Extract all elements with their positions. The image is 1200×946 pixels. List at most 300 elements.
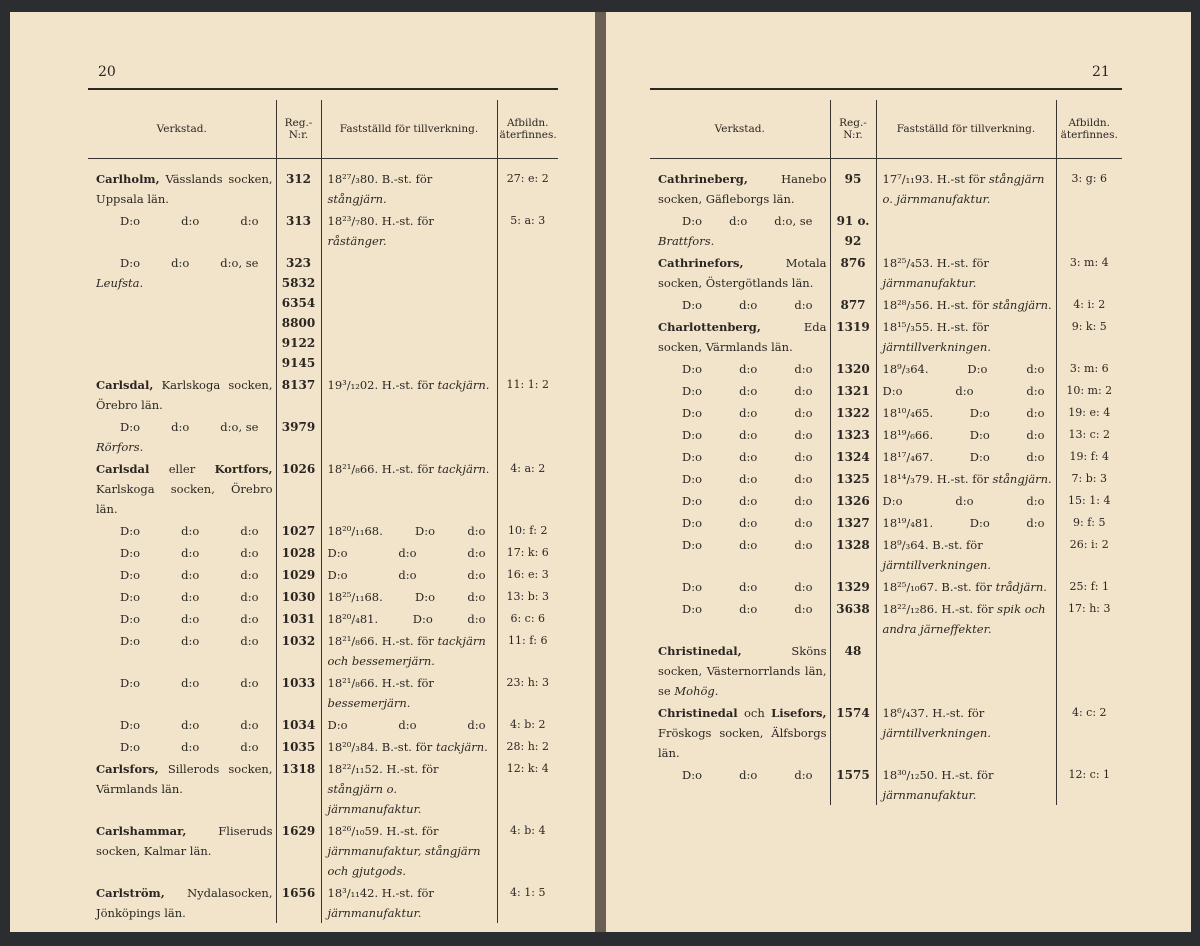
fixed-cell [321, 819, 497, 881]
figure-ref: 27: e: 2 [506, 172, 549, 185]
figure-ref: 11: f: 6 [508, 634, 548, 647]
workshop-name: Cathrineberg, [658, 172, 748, 186]
see-reference: Brattfors. [658, 234, 715, 248]
stamp-type: H.-st. för [381, 214, 434, 228]
ditto-mark: d:o [171, 256, 190, 270]
workshop-cell [88, 757, 276, 819]
ditto-marks [96, 631, 273, 651]
ditto-marks [328, 587, 494, 607]
ditto-mark: d:o [1026, 406, 1045, 420]
reg-number: 1035 [276, 735, 321, 757]
table-row [650, 209, 1122, 251]
ditto-mark: d:o [181, 612, 200, 626]
table-row [88, 819, 558, 881]
fixed-date: 18¹⁴/₃79. [882, 472, 934, 486]
table-row [650, 575, 1122, 597]
ditto-mark: d:o [794, 538, 813, 552]
table-row [650, 445, 1122, 467]
ditto-marks [658, 211, 827, 231]
workshop-cell [88, 541, 276, 563]
table-row [650, 639, 1122, 701]
stamp-type: H.-st. för [932, 706, 985, 720]
ditto-mark: D:o [120, 420, 141, 434]
right-page [606, 12, 1191, 932]
header-rule [650, 88, 1122, 90]
fixed-cell [876, 701, 1056, 763]
ditto-marks [883, 491, 1053, 511]
product: järnmanufaktur. [882, 276, 977, 290]
ditto-mark: d:o [181, 524, 200, 538]
ditto-mark: d:o [240, 740, 259, 754]
fixed-cell [876, 423, 1056, 445]
table-row [650, 167, 1122, 209]
ditto-marks [658, 469, 827, 489]
ditto-marks [96, 715, 273, 735]
ditto-mark: d:o [794, 384, 813, 398]
reg-number: 1033 [276, 671, 321, 713]
table-row [88, 735, 558, 757]
ditto-mark: D:o [682, 472, 703, 486]
fixed-cell [321, 735, 497, 757]
ditto-mark: d:o [794, 768, 813, 782]
page-number: 21 [1092, 64, 1110, 80]
ditto-mark: d:o [739, 428, 758, 442]
ditto-mark: d:o [398, 546, 417, 560]
figure-ref: 3: m: 4 [1069, 256, 1109, 269]
ditto-mark: D:o [120, 546, 141, 560]
see-reference: Mohög. [674, 684, 719, 698]
workshop-cell [88, 563, 276, 585]
ditto-marks [658, 513, 827, 533]
reg-number: 3638 [830, 597, 876, 639]
workshop-cell [88, 735, 276, 757]
reg-number: 1328 [830, 533, 876, 575]
workshop-location: Karlskoga socken, Örebro län. [96, 378, 273, 412]
ditto-mark: d:o [794, 362, 813, 376]
ditto-mark: d:o [739, 384, 758, 398]
ditto-marks [328, 565, 494, 585]
reg-number: 1324 [830, 445, 876, 467]
col-header-fig: Afbildn. äterfinnes. [1056, 100, 1122, 159]
workshop-cell [88, 881, 276, 923]
ditto-mark: D:o [969, 450, 990, 464]
ditto-mark: d:o, se [774, 214, 813, 228]
workshop-conj: eller [168, 462, 196, 476]
ditto-mark: d:o [467, 590, 486, 604]
table-row [88, 757, 558, 819]
fixed-cell [876, 489, 1056, 511]
fixed-cell [321, 519, 497, 541]
table-row [650, 467, 1122, 489]
col-header-fixed: Fastställd för tillverkning. [876, 100, 1056, 159]
ditto-mark: D:o [682, 516, 703, 530]
reg-number: 1318 [276, 757, 321, 819]
workshop-cell [650, 489, 830, 511]
ditto-mark: d:o [240, 546, 259, 560]
table-row [88, 671, 558, 713]
reg-number: 1027 [276, 519, 321, 541]
fixed-date: 19³/₁₂02. [327, 378, 379, 392]
see-reference: Rörfors. [96, 440, 144, 454]
stamp-type: B.-st. för [381, 740, 433, 754]
product: stångjärn o. järnmanufaktur. [327, 782, 422, 816]
ditto-mark: d:o [739, 768, 758, 782]
figure-ref [497, 415, 558, 457]
table-row [650, 533, 1122, 575]
ditto-mark: d:o [181, 568, 200, 582]
figure-ref: 4: 1: 5 [510, 886, 546, 899]
workshop-name: Carlsdal, [96, 378, 154, 392]
reg-number: 1032 [276, 629, 321, 671]
stamp-type: H.-st. för [381, 676, 434, 690]
table-row [88, 607, 558, 629]
fixed-cell [321, 415, 497, 457]
ditto-mark: d:o [739, 538, 758, 552]
ditto-mark: D:o [415, 590, 436, 604]
ditto-marks [658, 765, 827, 785]
ditto-marks [96, 253, 273, 273]
table-row [650, 315, 1122, 357]
ditto-mark: D:o [120, 612, 141, 626]
fixed-date: 18²⁰/₁₁68. [327, 524, 383, 538]
figure-ref: 4: b: 2 [510, 718, 546, 731]
workshop-name: Carlström, [96, 886, 165, 900]
ditto-mark: d:o [181, 590, 200, 604]
reg-number: 1026 [276, 457, 321, 519]
workshop-location: Vässlands socken, Uppsala län. [96, 172, 273, 206]
col-header-reg: Reg.- N:r. [276, 100, 321, 159]
fixed-cell [876, 293, 1056, 315]
figure-ref: 15: 1: 4 [1068, 494, 1111, 507]
table-row [88, 209, 558, 251]
ditto-marks [658, 447, 827, 467]
fixed-cell [876, 763, 1056, 805]
ditto-mark: D:o [682, 602, 703, 616]
product: järntillverkningen. [882, 726, 991, 740]
table-row [88, 457, 558, 519]
ditto-mark: d:o [1026, 384, 1045, 398]
product: bessemerjärn. [327, 696, 411, 710]
table-row [88, 519, 558, 541]
reg-number: 1320 [830, 357, 876, 379]
fixed-cell [321, 881, 497, 923]
workshop-cell [650, 763, 830, 805]
fixed-date: 18²¹/₈66. [327, 676, 379, 690]
ditto-marks [658, 491, 827, 511]
fixed-cell [876, 575, 1056, 597]
table-row [650, 293, 1122, 315]
fixed-cell [321, 457, 497, 519]
ditto-mark: D:o [682, 768, 703, 782]
workshop-cell [88, 167, 276, 209]
reg-number: 48 [830, 639, 876, 701]
figure-ref: 5: a: 3 [510, 214, 546, 227]
stamp-type: B.-st. för [941, 580, 992, 594]
figure-ref: 13: c: 2 [1068, 428, 1111, 441]
figure-ref: 10: f: 2 [508, 524, 548, 537]
product: järnmanufaktur, stångjärn och gjutgods. [327, 844, 481, 878]
figure-ref: 10: m: 2 [1066, 384, 1113, 397]
ditto-mark: d:o [1026, 494, 1045, 508]
stamp-type: H.-st. för [936, 256, 989, 270]
table-row [88, 415, 558, 457]
fixed-cell [321, 541, 497, 563]
ditto-mark: d:o [1026, 428, 1045, 442]
reg-number: 1325 [830, 467, 876, 489]
ditto-marks [883, 513, 1053, 533]
workshop-cell [650, 467, 830, 489]
figure-ref: 4: a: 2 [510, 462, 546, 475]
fixed-cell [876, 597, 1056, 639]
fixed-cell [321, 585, 497, 607]
ditto-mark: d:o [240, 634, 259, 648]
figure-ref: 11: 1: 2 [506, 378, 549, 391]
ditto-mark: D:o [120, 718, 141, 732]
ditto-mark: D:o [682, 580, 703, 594]
fixed-date: 18²⁵/₄53. [882, 256, 934, 270]
ditto-marks [96, 543, 273, 563]
stamp-type: H.-st. för [936, 472, 989, 486]
col-header-reg: Reg.- N:r. [830, 100, 876, 159]
ditto-mark: d:o [794, 580, 813, 594]
ditto-mark: d:o [794, 516, 813, 530]
ditto-mark: D:o [682, 362, 703, 376]
ditto-mark: d:o [181, 546, 200, 560]
ditto-mark: D:o [120, 676, 141, 690]
stamp-type: H.-st. för [381, 378, 434, 392]
workshop-conj: och [743, 706, 765, 720]
table-row [650, 597, 1122, 639]
fixed-date: 18²⁷/₃80. [327, 172, 379, 186]
stamp-type: H.-st. för [936, 320, 989, 334]
ditto-mark: d:o [1026, 450, 1045, 464]
ditto-mark: D:o [882, 384, 903, 398]
ditto-mark: d:o [794, 494, 813, 508]
col-header-workshop: Verkstad. [88, 100, 276, 159]
workshop-location: Eda socken, Värmlands län. [658, 320, 827, 354]
workshop-cell [650, 575, 830, 597]
figure-ref: 3: m: 6 [1069, 362, 1109, 375]
fixed-date: 18²⁰/₃84. [327, 740, 379, 754]
product: stångjärn. [992, 298, 1052, 312]
figure-ref: 28: h: 2 [506, 740, 549, 753]
ditto-mark: d:o [240, 214, 259, 228]
workshop-name: Carlsdal [96, 462, 150, 476]
ditto-mark: d:o [171, 420, 190, 434]
fixed-date: 18²²/₁₂86. [882, 602, 938, 616]
reg-number: 1656 [276, 881, 321, 923]
ditto-mark: D:o [120, 568, 141, 582]
table-row [650, 701, 1122, 763]
fixed-date: 18¹⁹/₄81. [882, 516, 934, 530]
fixed-date: 18⁹/₃64. [882, 538, 929, 552]
ditto-mark: d:o [955, 384, 974, 398]
ditto-mark: d:o [467, 524, 486, 538]
table-row [88, 713, 558, 735]
ditto-mark: D:o [120, 634, 141, 648]
table-row [650, 511, 1122, 533]
workshop-name: Charlottenberg, [658, 320, 761, 334]
ditto-marks [658, 599, 827, 619]
product: tackjärn. [437, 378, 490, 392]
reg-number: 1031 [276, 607, 321, 629]
workshop-name: Kortfors, [214, 462, 273, 476]
fixed-cell [876, 167, 1056, 209]
fixed-cell [876, 315, 1056, 357]
ditto-marks [658, 381, 827, 401]
fixed-cell [876, 251, 1056, 293]
figure-ref [1056, 639, 1122, 701]
see-reference: Leufsta. [96, 276, 144, 290]
ditto-marks [883, 425, 1053, 445]
workshop-location: Hanebo socken, Gäfleborgs län. [658, 172, 827, 206]
figure-ref: 13: b: 3 [506, 590, 549, 603]
ditto-mark: D:o [682, 214, 703, 228]
reg-number: 1322 [830, 401, 876, 423]
reg-number: 1574 [830, 701, 876, 763]
ditto-mark: D:o [327, 546, 348, 560]
workshop-name: Carlsfors, [96, 762, 159, 776]
workshop-name: Carlshammar, [96, 824, 187, 838]
table-row [650, 379, 1122, 401]
ditto-mark: d:o [739, 298, 758, 312]
figure-ref: 17: h: 3 [1068, 602, 1111, 615]
ditto-mark: d:o [739, 472, 758, 486]
ditto-mark: d:o [729, 214, 748, 228]
table-row [88, 563, 558, 585]
reg-number: 313 [276, 209, 321, 251]
ditto-marks [328, 521, 494, 541]
workshop-location: Sköns socken, Västernorrlands län, se [658, 644, 827, 698]
ditto-mark: d:o [181, 214, 200, 228]
fixed-cell [876, 467, 1056, 489]
ditto-mark: d:o [739, 362, 758, 376]
figure-ref: 6: c: 6 [510, 612, 546, 625]
register-table [650, 100, 1122, 805]
ditto-mark: D:o [682, 298, 703, 312]
workshop-cell [88, 585, 276, 607]
figure-ref: 17: k: 6 [506, 546, 549, 559]
figure-ref: 23: h: 3 [506, 676, 549, 689]
table-row [88, 541, 558, 563]
reg-number: 1030 [276, 585, 321, 607]
figure-ref: 3: g: 6 [1071, 172, 1107, 185]
workshop-cell [650, 293, 830, 315]
fixed-cell [876, 357, 1056, 379]
ditto-mark: d:o [739, 602, 758, 616]
table-row [650, 251, 1122, 293]
ditto-mark: D:o [120, 524, 141, 538]
workshop-cell [650, 423, 830, 445]
workshop-cell [88, 457, 276, 519]
ditto-marks [883, 447, 1053, 467]
register-table [88, 100, 558, 923]
ditto-mark: d:o, se [220, 256, 259, 270]
workshop-cell [650, 639, 830, 701]
figure-ref [497, 251, 558, 373]
fixed-date: 18⁶/₄37. [882, 706, 929, 720]
table-row [650, 489, 1122, 511]
fixed-date: 18²⁶/₁₀59. [327, 824, 383, 838]
figure-ref: 25: f: 1 [1069, 580, 1109, 593]
ditto-mark: D:o [682, 450, 703, 464]
fixed-cell [876, 511, 1056, 533]
reg-number: 1327 [830, 511, 876, 533]
header-rule [88, 88, 558, 90]
fixed-cell [876, 379, 1056, 401]
stamp-type: H.-st. för [941, 602, 994, 616]
reg-number: 1326 [830, 489, 876, 511]
ditto-marks [658, 535, 827, 555]
product: tackjärn. [435, 740, 488, 754]
fixed-date: 18¹⁷/₄67. [882, 450, 934, 464]
reg-number: 1629 [276, 819, 321, 881]
ditto-marks [658, 359, 827, 379]
fixed-date: 18²⁵/₁₁68. [327, 590, 383, 604]
table-row [650, 763, 1122, 805]
stamp-type: H.-st. för [381, 634, 434, 648]
figure-ref: 4: i: 2 [1073, 298, 1106, 311]
ditto-mark: d:o [240, 676, 259, 690]
stamp-type: H.-st. för [381, 886, 434, 900]
ditto-mark: D:o [120, 740, 141, 754]
product: stångjärn. [992, 472, 1052, 486]
ditto-mark: d:o [739, 516, 758, 530]
workshop-location: Fliseruds socken, Kalmar län. [96, 824, 273, 858]
figure-ref: 19: f: 4 [1069, 450, 1109, 463]
ditto-mark: d:o [794, 298, 813, 312]
fixed-date: 17⁷/₁₁93. [882, 172, 934, 186]
workshop-cell [650, 379, 830, 401]
ditto-marks [96, 673, 273, 693]
table-row [650, 423, 1122, 445]
ditto-mark: d:o, se [220, 420, 259, 434]
fixed-cell [321, 373, 497, 415]
workshop-cell [650, 167, 830, 209]
product: tackjärn. [437, 462, 490, 476]
workshop-cell [88, 209, 276, 251]
ditto-mark: d:o [181, 634, 200, 648]
workshop-cell [88, 373, 276, 415]
ditto-mark: D:o [327, 718, 348, 732]
reg-number: 877 [830, 293, 876, 315]
book-spine [595, 12, 606, 932]
workshop-cell [88, 629, 276, 671]
ditto-marks [96, 609, 273, 629]
ditto-mark: d:o [794, 406, 813, 420]
ditto-mark: D:o [120, 256, 141, 270]
ditto-mark: D:o [415, 524, 436, 538]
figure-ref: 19: e: 4 [1068, 406, 1111, 419]
workshop-cell [650, 315, 830, 357]
figure-ref: 26: i: 2 [1069, 538, 1109, 551]
product: spik och andra järneffekter. [882, 602, 1046, 636]
figure-ref: 4: c: 2 [1071, 706, 1107, 719]
workshop-cell [88, 607, 276, 629]
table-row [88, 881, 558, 923]
ditto-marks [658, 425, 827, 445]
ditto-mark: D:o [682, 406, 703, 420]
ditto-mark: D:o [412, 612, 433, 626]
ditto-marks [658, 403, 827, 423]
workshop-cell [88, 819, 276, 881]
workshop-location: Nydalasocken, Jönköpings län. [96, 886, 273, 920]
ditto-mark: d:o [467, 568, 486, 582]
ditto-mark: d:o [467, 612, 486, 626]
ditto-mark: d:o [467, 718, 486, 732]
reg-number: 1319 [830, 315, 876, 357]
fixed-date: 18²³/₇80. [327, 214, 379, 228]
